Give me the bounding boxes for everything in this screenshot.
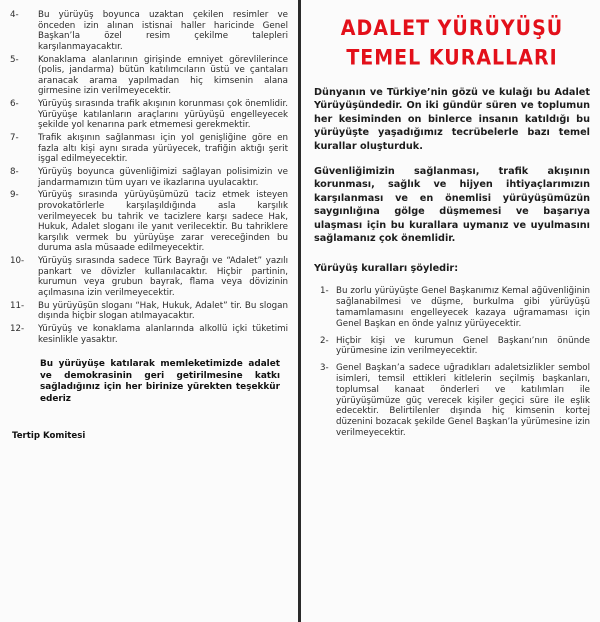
rule-number: 12-	[10, 324, 25, 335]
rule-number: 10-	[10, 256, 25, 267]
rule-number: 3-	[320, 363, 329, 374]
rule-number: 8-	[10, 167, 19, 178]
rule-text: Bu yürüyüşün sloganı “Hak, Hukuk, Adalet” tir. Bu slogan dışında hiçbir slogan atılmayacaktır.	[38, 300, 288, 322]
title-line-1: ADALET YÜRÜYÜŞÜ	[340, 16, 564, 41]
rule-item-2	[314, 336, 590, 358]
left-rules-list	[10, 10, 288, 345]
rule-item-11	[10, 301, 288, 322]
rule-number: 4-	[10, 10, 19, 20]
rule-number: 5-	[10, 54, 19, 65]
page-title	[314, 15, 590, 71]
rule-text: Yürüyüş sırasında sadece Türk Bayrağı ve “Adalet” yazılı pankart ve dövizler kullanılacaktır. Hiçbir partinin, kurumun veya grubun bayrak, flama veya dövizinin açılmasına izin verilmeyecektir.	[38, 256, 288, 298]
right-rules-list	[314, 286, 590, 438]
signature: Tertip Komitesi	[12, 431, 86, 442]
right-column	[304, 0, 600, 622]
rule-text: Hiçbir kişi ve kurumun Genel Başkanı’nın önünde yürümesine izin verilmeyecektir.	[336, 335, 590, 357]
importance-paragraph: Güvenliğimizin sağlanması, trafik akışının korunması, sağlık ve hijyen ihtiyaçlarımızın karşılanması ve en önemlisi yürüyüşümüzün saygınlığına gölge düşmemesi ve başarıya ulaşması için bu kurallara uymanız ve uyulmasını sağlamanız çok önemlidir.	[314, 166, 590, 245]
rule-number: 11-	[10, 300, 25, 311]
rule-number: 2-	[320, 335, 329, 346]
rule-item-7	[10, 133, 288, 165]
rule-number: 7-	[10, 133, 19, 144]
column-divider	[298, 0, 301, 622]
rule-text: Yürüyüş ve konaklama alanlarında alkollü içki tüketimi kesinlikle yasaktır.	[38, 324, 288, 345]
rule-number: 6-	[10, 99, 19, 110]
rule-number: 1-	[320, 286, 329, 297]
rule-item-5	[10, 55, 288, 97]
closing-message: Bu yürüyüşe katılarak memleketimizde adalet ve demokrasinin geri getirilmesine katkı sağladığınız için her birinize yürekten teşekkür ederiz	[40, 359, 280, 404]
rule-text: Trafik akışının sağlanması için yol genişliğine göre en fazla altı kişi aynı sırada yürüyecek, trafiğin aktığı şerit işgal edilmeyecektir.	[38, 133, 288, 165]
rule-item-9	[10, 190, 288, 254]
rules-subheading: Yürüyüş kuralları şöyledir:	[314, 263, 459, 275]
rule-item-3	[314, 363, 590, 439]
rule-item-10	[10, 256, 288, 298]
rule-text: Yürüyüş sırasında yürüyüşümüzü taciz etmek isteyen provokatörlerle karşılaşıldığında asla karşılık verilmeyecek bu tahrik ve tacizlere karşı sadece Hak, Hukuk, Adalet sloganı ile yanıt verilecektir. Bu tahriklere karşılık vermek bu yürüyüşe zarar vereceğinden bu duruma asla müsaade edilmeyecektir.	[38, 190, 288, 254]
rule-item-12	[10, 324, 288, 345]
rule-text: Konaklama alanlarının girişinde emniyet görevlilerince (polis, jandarma) bütün katılımcıların üstü ve çantaları aranacak arama yapılmadan hiç kimsenin alana girmesine izin verilmeyecektir.	[38, 54, 288, 97]
rule-text: Genel Başkan’a sadece uğradıkları adaletsizlikler sembol isimleri, temsil ettikleri kitlelerin seçilmiş başkanları, toplumsal kanaat önderleri ve katılımları ile yürüyüşümüze güç verecek kişiler geçici süre ile eşlik edecektir. Belirtilenler dışında hiç kimsenin kortej düzenini bozacak şekilde Genel Başkan’la yürümesine izin verilmeyecektir.	[336, 363, 590, 439]
rule-item-6	[10, 99, 288, 131]
rule-text: Bu zorlu yürüyüşte Genel Başkanımız Kemal ağüvenliğinin sağlanabilmesi ve düşme, burkulma gibi yürüyüşü tamamlamasını engelleyecek kazaya uğramaması için Genel Başkan en önde yalnız yürüyecektir.	[336, 286, 590, 329]
title-line-2: TEMEL KURALLARI	[346, 45, 558, 70]
rule-item-4	[10, 10, 288, 52]
intro-paragraph: Dünyanın ve Türkiye’nin gözü ve kulağı bu Adalet Yürüyüşündedir. On iki gündür süren ve toplumun her kesiminden on binlerce insanın katıldığı bu yürüyüşte yaşadığımız tecrübelerle bazı temel kurallar oluşturduk.	[314, 87, 590, 152]
rule-item-1	[314, 286, 590, 329]
rule-item-8	[10, 167, 288, 188]
rule-text: Yürüyüş boyunca güvenliğimizi sağlayan polisimizin ve jandarmamızın tüm uyarı ve ikazlarına uyulacaktır.	[38, 167, 288, 188]
rule-text: Bu yürüyüş boyunca uzaktan çekilen resimler ve önceden izin alınan istisnai haller haricinde Genel Başkan’la özel resim çekilme talepleri karşılanmayacaktır.	[38, 10, 288, 52]
left-column	[0, 0, 296, 622]
rule-text: Yürüyüş sırasında trafik akışının korunması çok önemlidir. Yürüyüşe katılanların araçlarını yürüyüşü engelleyecek şekilde yol kenarına park etmemesi gerekmektir.	[38, 99, 288, 131]
rule-number: 9-	[10, 190, 19, 201]
